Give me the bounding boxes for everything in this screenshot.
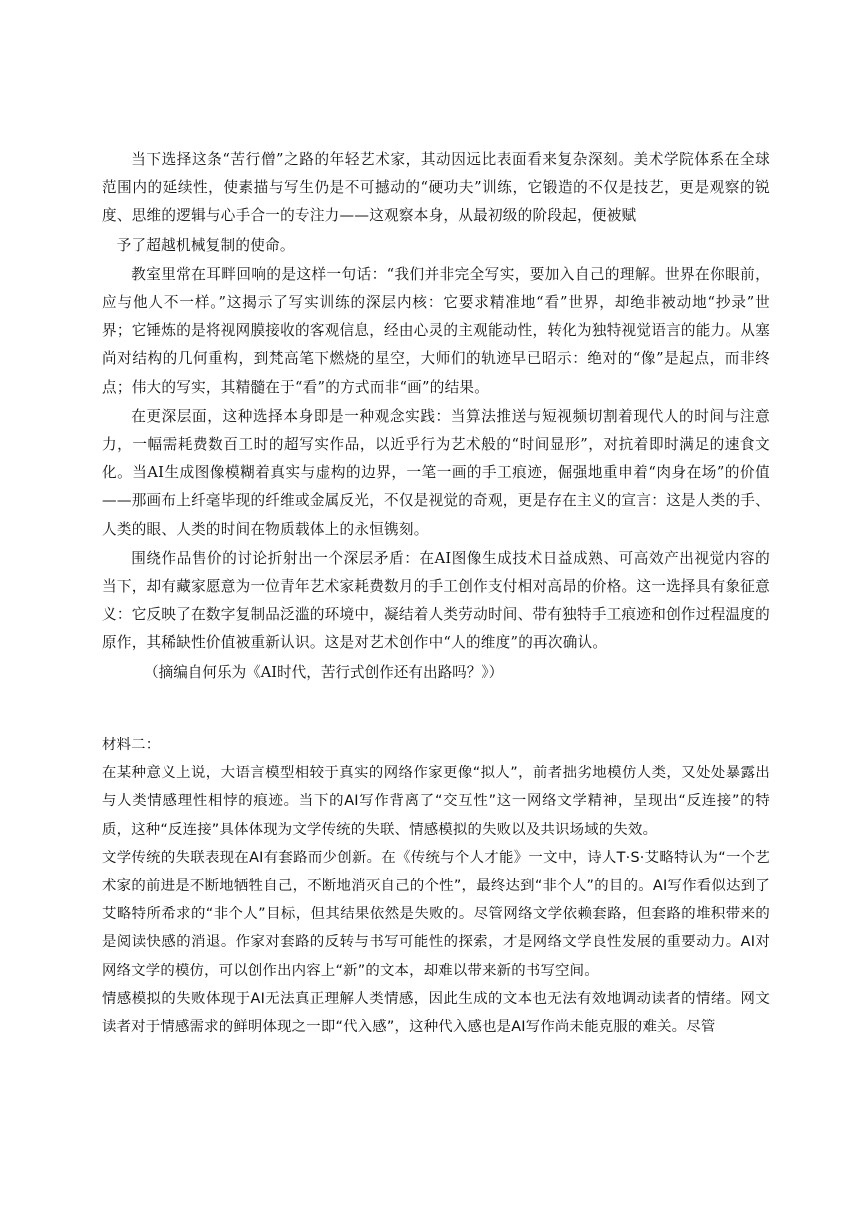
paragraph-continuation: 予了超越机械复制的使命。 (116, 236, 295, 254)
paragraph: 在某种意义上说，大语言模型相较于真实的网络作家更像“拟人”，前者拙劣地模仿人类，又处处暴露出与人类情感理性相悖的痕迹。当下的AI写作背离了“交互性”这一网络文学精神，呈现出“反连接”的特质，这种“反连接”具体体现为文学传统的失联、情感模拟的失败以及共识场域的失效。 (102, 765, 770, 838)
paragraph: 教室里常在耳畔回响的是这样一句话：“我们并非完全写实，要加入自己的理解。世界在你眼前，应与他人不一样。”这揭示了写实训练的深层内核：它要求精准地“看”世界，却绝非被动地“抄录”世界；它锤炼的是将视网膜接收的客观信息，经由心灵的主观能动性，转化为独特视觉语言的能力。从塞尚对结构的几何重构，到梵高笔下燃烧的星空，大师们的轨迹早已昭示：绝对的“像”是起点，而非终点；伟大的写实，其精髓在于“看”的方式而非“画”的结果。 (102, 265, 770, 396)
paragraph: 文学传统的失联表现在AI有套路而少创新。在《传统与个人才能》一文中，诗人T·S·艾略特认为“一个艺术家的前进是不断地牺牲自己，不断地消灭自己的个性”，最终达到“非个人”的目的。AI写作看似达到了艾略特所希求的“非个人”目标，但其结果依然是失败的。尽管网络文学依赖套路，但套路的堆积带来的是阅读快感的消退。作家对套路的反转与书写可能性的探索，才是网络文学良性发展的重要动力。AI对网络文学的模仿，可以创作出内容上“新”的文本，却难以带来新的书写空间。 (102, 849, 770, 979)
material-one (102, 146, 770, 687)
material-two-label: 材料二： (102, 737, 161, 753)
paragraph: 在更深层面，这种选择本身即是一种观念实践：当算法推送与短视频切割着现代人的时间与注意力，一幅需耗费数百工时的超写实作品，以近乎行为艺术般的“时间显形”，对抗着即时满足的速食文化。当AI生成图像模糊着真实与虚构的边界，一笔一画的手工痕迹，倔强地重申着“肉身在场”的价值——那画布上纤毫毕现的纤维或金属反光，不仅是视觉的奇观，更是存在主义的宣言：这是人类的手、人类的眼、人类的时间在物质载体上的永恒镌刻。 (102, 407, 770, 538)
material-two (102, 731, 770, 1041)
source-citation: （摘编自何乐为《AI时代，苦行式创作还有出路吗？》） (144, 663, 504, 681)
paragraph: 当下选择这条“苦行僧”之路的年轻艺术家，其动因远比表面看来复杂深刻。美术学院体系在全球范围内的延续性，使素描与写生仍是不可撼动的“硬功夫”训练，它锻造的不仅是技艺，更是观察的锐度、思维的逻辑与心手合一的专注力——这观察本身，从最初级的阶段起，便被赋 (102, 151, 770, 225)
paragraph: 情感模拟的失败体现于AI无法真正理解人类情感，因此生成的文本也无法有效地调动读者的情绪。网文读者对于情感需求的鲜明体现之一即“代入感”，这种代入感也是AI写作尚未能克服的难关。尽管 (102, 990, 770, 1036)
paragraph: 围绕作品售价的讨论折射出一个深层矛盾：在AI图像生成技术日益成熟、可高效产出视觉内容的当下，却有藏家愿意为一位青年艺术家耗费数月的手工创作支付相对高昂的价格。这一选择具有象征意义：它反映了在数字复制品泛滥的环境中，凝结着人类劳动时间、带有独特手工痕迹和创作过程温度的原作，其稀缺性价值被重新认识。这是对艺术创作中“人的维度”的再次确认。 (102, 549, 770, 652)
